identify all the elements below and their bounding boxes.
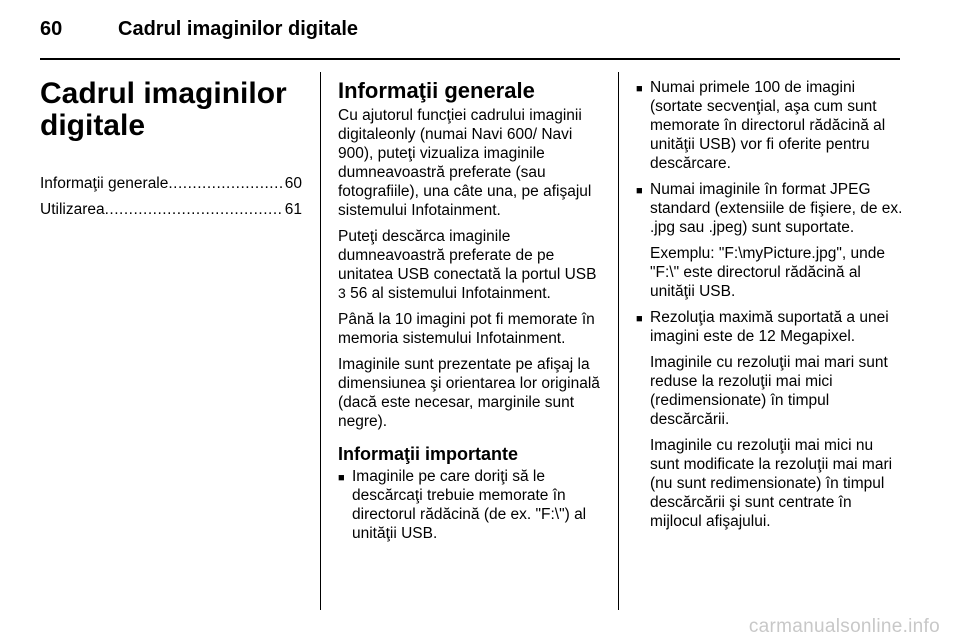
bullet-square-icon: ■ [636, 313, 643, 325]
list-item [636, 180, 906, 301]
list-item [636, 78, 906, 173]
page-header [40, 18, 960, 58]
list-item-text: Rezoluţia maximă suportată a unei imagini este de 12 Megapixel. [650, 309, 889, 345]
bullet-square-icon: ■ [636, 185, 643, 197]
list-item [636, 308, 906, 538]
toc-leader [105, 200, 283, 219]
toc-entry[interactable] [40, 200, 302, 219]
chapter-title: Cadrul imaginilor digitale [40, 77, 287, 142]
cross-reference-arrow-icon: 3 [338, 285, 346, 301]
bullet-square-icon: ■ [636, 83, 643, 95]
watermark: carmanualsonline.info [748, 616, 940, 637]
column-general-info [338, 78, 604, 550]
running-title: Cadrul imaginilor digitale [118, 18, 359, 40]
section-heading: Informaţii generale [338, 78, 535, 103]
list-item [338, 467, 604, 543]
list-item-note: Exemplu: "F:\myPicture.jpg", unde "F:\" este directorul rădăcină al unităţii USB. [650, 245, 885, 300]
toc-label: Utilizarea [40, 201, 105, 218]
list-item-note: Imaginile cu rezoluţii mai mici nu sunt modificate la rezoluţii mai mari (nu sunt redimensionate) în timpul descărcării şi sunt centrate în mijlocul afişajului. [650, 437, 893, 530]
list-item-note: Imaginile cu rezoluţii mai mari sunt reduse la rezoluţii mai mici (redimensionate) în timpul descărcării. [650, 354, 888, 428]
cross-reference-link[interactable]: 56 al sistemului Infotainment. [350, 285, 551, 302]
page-number: 60 [40, 18, 63, 40]
column-requirements [636, 78, 906, 545]
paragraph: Până la 10 imagini pot fi memorate în memoria sistemului Infotainment. [338, 311, 595, 347]
toc-leader [168, 174, 282, 193]
bullet-square-icon: ■ [338, 472, 345, 484]
column-divider [618, 72, 619, 610]
toc-label: Informaţii generale [40, 175, 169, 192]
paragraph: Puteţi descărca imaginile dumneavoastră preferate de pe unitatea USB conectată la portul USB 3 56 al sistemului Infotainment. [338, 228, 597, 302]
list-item-text: Imaginile pe care doriţi să le descărcaţi trebuie memorate în directorul rădăcină (de ex. "F:\") al unităţii USB. [352, 468, 587, 542]
column-divider [320, 72, 321, 610]
toc-page: 60 [284, 175, 302, 192]
toc-entry[interactable] [40, 174, 302, 193]
toc-page: 61 [284, 201, 302, 218]
paragraph: Cu ajutorul funcţiei cadrului imaginii digitaleonly (numai Navi 600/ Navi 900), puteţi vizualiza imaginile dumneavoastră preferate (sau fotografiile), una câte una, pe afişajul sistemului Infotainment. [338, 107, 592, 219]
list-item-text: Numai imaginile în format JPEG standard (extensiile de fişiere, de ex. .jpg sau .jpeg) sunt suportate. [650, 181, 903, 236]
header-rule [40, 58, 900, 60]
subsection-heading: Informaţii importante [338, 444, 519, 464]
column-toc [40, 78, 302, 226]
list-item-text: Numai primele 100 de imagini (sortate secvenţial, aşa cum sunt memorate în directorul rădăcină al unităţii USB) vor fi oferite pentru descărcare. [650, 79, 886, 172]
paragraph: Imaginile sunt prezentate pe afişaj la dimensiunea şi orientarea lor originală (dacă este necesar, marginile sunt negre). [338, 356, 600, 430]
